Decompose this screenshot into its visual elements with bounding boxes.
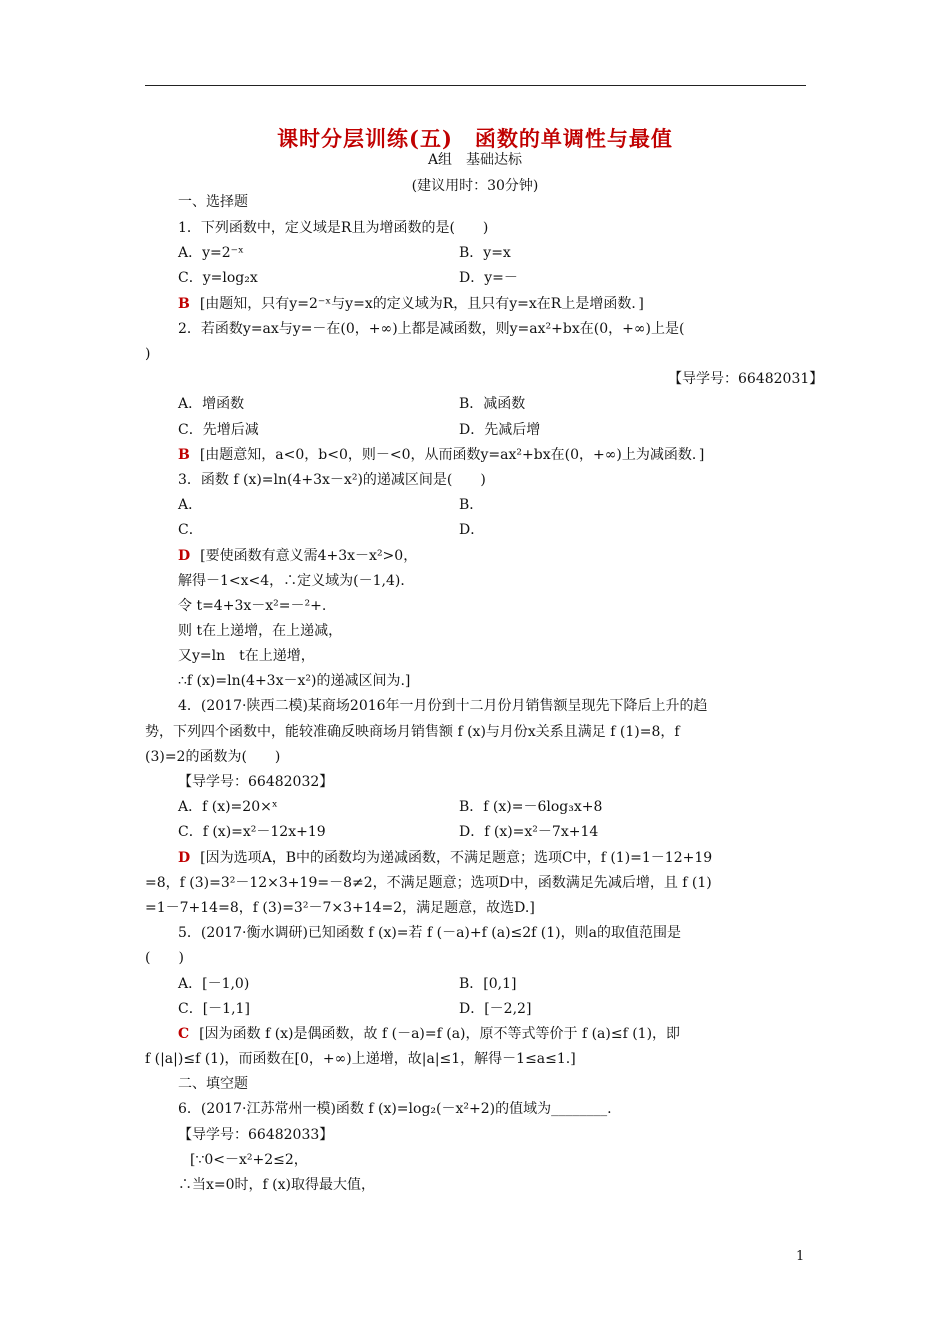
- line-text: 【导学号：66482033】: [178, 1127, 334, 1143]
- line-text: =1－7+14=8，f (3)=3²－7×3+14=2，满足题意，故选D.]: [145, 900, 535, 916]
- text-line: [178, 1074, 248, 1094]
- line-text: 则 t在上递增，在上递减，: [178, 623, 343, 639]
- answer-letter: B: [178, 447, 190, 463]
- text-line: [145, 948, 184, 968]
- page-title: 课时分层训练(五) 函数的单调性与最值: [277, 126, 673, 151]
- line-text: [因为函数 f (x)是偶函数，故 f (－a)=f (a)，原不等式等价于 f (a)≤f (1)，即: [199, 1026, 681, 1042]
- line-text: A．: [178, 497, 203, 513]
- section-subtitle: A组 基础达标: [427, 152, 523, 168]
- line-text: A．y=2⁻ˣ: [178, 245, 244, 261]
- line-text: 6．(2017·江苏常州一模)函数 f (x)=log₂(－x²+2)的值域为________.: [178, 1101, 612, 1117]
- line-text: [要使函数有意义需4+3x－x²>0，: [200, 548, 418, 564]
- line-text: f (|a|)≤f (1)，而函数在[0，+∞)上递增，故|a|≤1，解得－1≤a≤1.]: [145, 1051, 576, 1067]
- text-line: [178, 268, 258, 288]
- text-line: [178, 470, 486, 490]
- text-line: [178, 772, 333, 792]
- text-line: [459, 268, 518, 288]
- text-line: [178, 520, 203, 540]
- text-line: [145, 344, 150, 364]
- line-text: D．: [459, 522, 485, 538]
- text-line: [178, 243, 244, 263]
- text-line: [145, 873, 712, 893]
- text-line: [459, 495, 483, 515]
- line-text: 5．(2017·衡水调研)已知函数 f (x)=若 f (－a)+f (a)≤2f (1)，则a的取值范围是: [178, 925, 681, 941]
- text-line: [178, 294, 644, 314]
- line-text: C．: [178, 522, 203, 538]
- text-line: [178, 923, 681, 943]
- line-text: C．先增后减: [178, 422, 259, 438]
- line-text: [由题意知，a<0，b<0，则－<0，从而函数y=ax²+bx在(0，+∞)上为减函数．]: [199, 447, 705, 463]
- line-text: B．[0,1]: [459, 976, 517, 992]
- line-text: 令 t=4+3x－x²=－²+.: [178, 598, 327, 614]
- line-text: A．增函数: [178, 396, 245, 412]
- text-line: [145, 747, 280, 767]
- text-line: [178, 394, 244, 414]
- text-line: [178, 696, 708, 716]
- line-text: ∴当x=0时，f (x)取得最大值，: [178, 1177, 375, 1193]
- text-line: [178, 1099, 612, 1119]
- line-text: B．: [459, 497, 484, 513]
- text-line: [178, 1024, 680, 1044]
- line-text: A．f (x)=20×ˣ: [178, 799, 278, 815]
- text-line: [178, 646, 315, 666]
- text-line: [459, 520, 484, 540]
- text-line: [459, 420, 540, 440]
- text-line: [145, 898, 535, 918]
- text-line: [178, 495, 202, 515]
- text-line: [145, 722, 680, 742]
- line-text: 又y=ln t在上递增，: [178, 648, 315, 664]
- header-rule: [145, 85, 806, 86]
- text-line: [178, 822, 326, 842]
- text-line: [459, 999, 531, 1019]
- text-line: [178, 671, 410, 691]
- text-line: [459, 822, 598, 842]
- line-text: A．[－1,0): [178, 976, 250, 992]
- text-line: [668, 369, 823, 389]
- text-line: [178, 848, 712, 868]
- line-text: (3)=2的函数为( ): [145, 749, 281, 765]
- line-text: D．先减后增: [459, 422, 541, 438]
- page-number: 1: [796, 1249, 805, 1264]
- text-line: [459, 394, 525, 414]
- line-text: ( ): [145, 950, 184, 966]
- line-text: 4．(2017·陕西二模)某商场2016年一月份到十二月份月销售额呈现先下降后上升的趋: [178, 698, 708, 714]
- answer-letter: D: [178, 548, 191, 564]
- line-text: D．f (x)=x²－7x+14: [459, 824, 599, 840]
- line-text: D．[－2,2]: [459, 1001, 532, 1017]
- line-text: 解得－1<x<4，∴定义域为(－1,4)．: [178, 573, 415, 589]
- text-line: [459, 797, 602, 817]
- line-text: =8，f (3)=3²－12×3+19=－8≠2，不满足题意；选项D中，函数满足先减后增，且 f (1): [145, 875, 712, 891]
- line-text: 势，下列四个函数中，能较准确反映商场月销售额 f (x)与月份x关系且满足 f (1)=8，f: [145, 724, 680, 740]
- line-text: B．y=x: [459, 245, 511, 261]
- line-text: 2．若函数y=ax与y=－在(0，+∞)上都是减函数，则y=ax²+bx在(0，+∞)上是(: [178, 321, 685, 337]
- line-text: 【导学号：66482031】: [668, 371, 824, 387]
- text-line: [459, 243, 511, 263]
- text-line: [178, 999, 250, 1019]
- text-line: [178, 445, 704, 465]
- line-text: 【导学号：66482032】: [178, 774, 334, 790]
- line-text: [∵0<－x²+2≤2，: [190, 1152, 308, 1168]
- answer-letter: B: [178, 296, 190, 312]
- line-text: 3．函数 f (x)=ln(4+3x－x²)的递减区间是( ): [178, 472, 486, 488]
- text-line: [178, 319, 684, 339]
- answer-letter: D: [178, 850, 191, 866]
- line-text: [由题知，只有y=2⁻ˣ与y=x的定义域为R，且只有y=x在R上是增函数．]: [199, 296, 644, 312]
- line-text: ): [145, 346, 151, 362]
- text-line: [145, 1049, 576, 1069]
- text-line: [178, 596, 326, 616]
- text-line: [178, 797, 278, 817]
- line-text: 一、选择题: [178, 194, 248, 210]
- text-line: [178, 420, 259, 440]
- line-text: C．[－1,1]: [178, 1001, 250, 1017]
- line-text: D．y=－: [459, 270, 518, 286]
- text-line: [459, 974, 516, 994]
- text-line: [190, 1150, 308, 1170]
- line-text: 二、填空题: [178, 1076, 248, 1092]
- text-line: [178, 974, 249, 994]
- line-text: C．f (x)=x²－12x+19: [178, 824, 326, 840]
- text-line: [178, 1125, 333, 1145]
- line-text: B．f (x)=－6log₃x+8: [459, 799, 603, 815]
- answer-letter: C: [178, 1026, 190, 1042]
- line-text: [因为选项A，B中的函数均为递减函数，不满足题意；选项C中，f (1)=1－12+19: [200, 850, 713, 866]
- text-line: [178, 1175, 375, 1195]
- line-text: ∴f (x)=ln(4+3x－x²)的递减区间为.]: [178, 673, 411, 689]
- text-line: [178, 621, 342, 641]
- text-line: [178, 546, 417, 566]
- text-line: [178, 192, 248, 212]
- text-line: [178, 571, 414, 591]
- line-text: B．减函数: [459, 396, 526, 412]
- line-text: 1．下列函数中，定义域是R且为增函数的是( ): [178, 220, 489, 236]
- suggested-time: (建议用时：30分钟): [411, 178, 539, 194]
- line-text: C．y=log₂x: [178, 270, 258, 286]
- text-line: [178, 218, 488, 238]
